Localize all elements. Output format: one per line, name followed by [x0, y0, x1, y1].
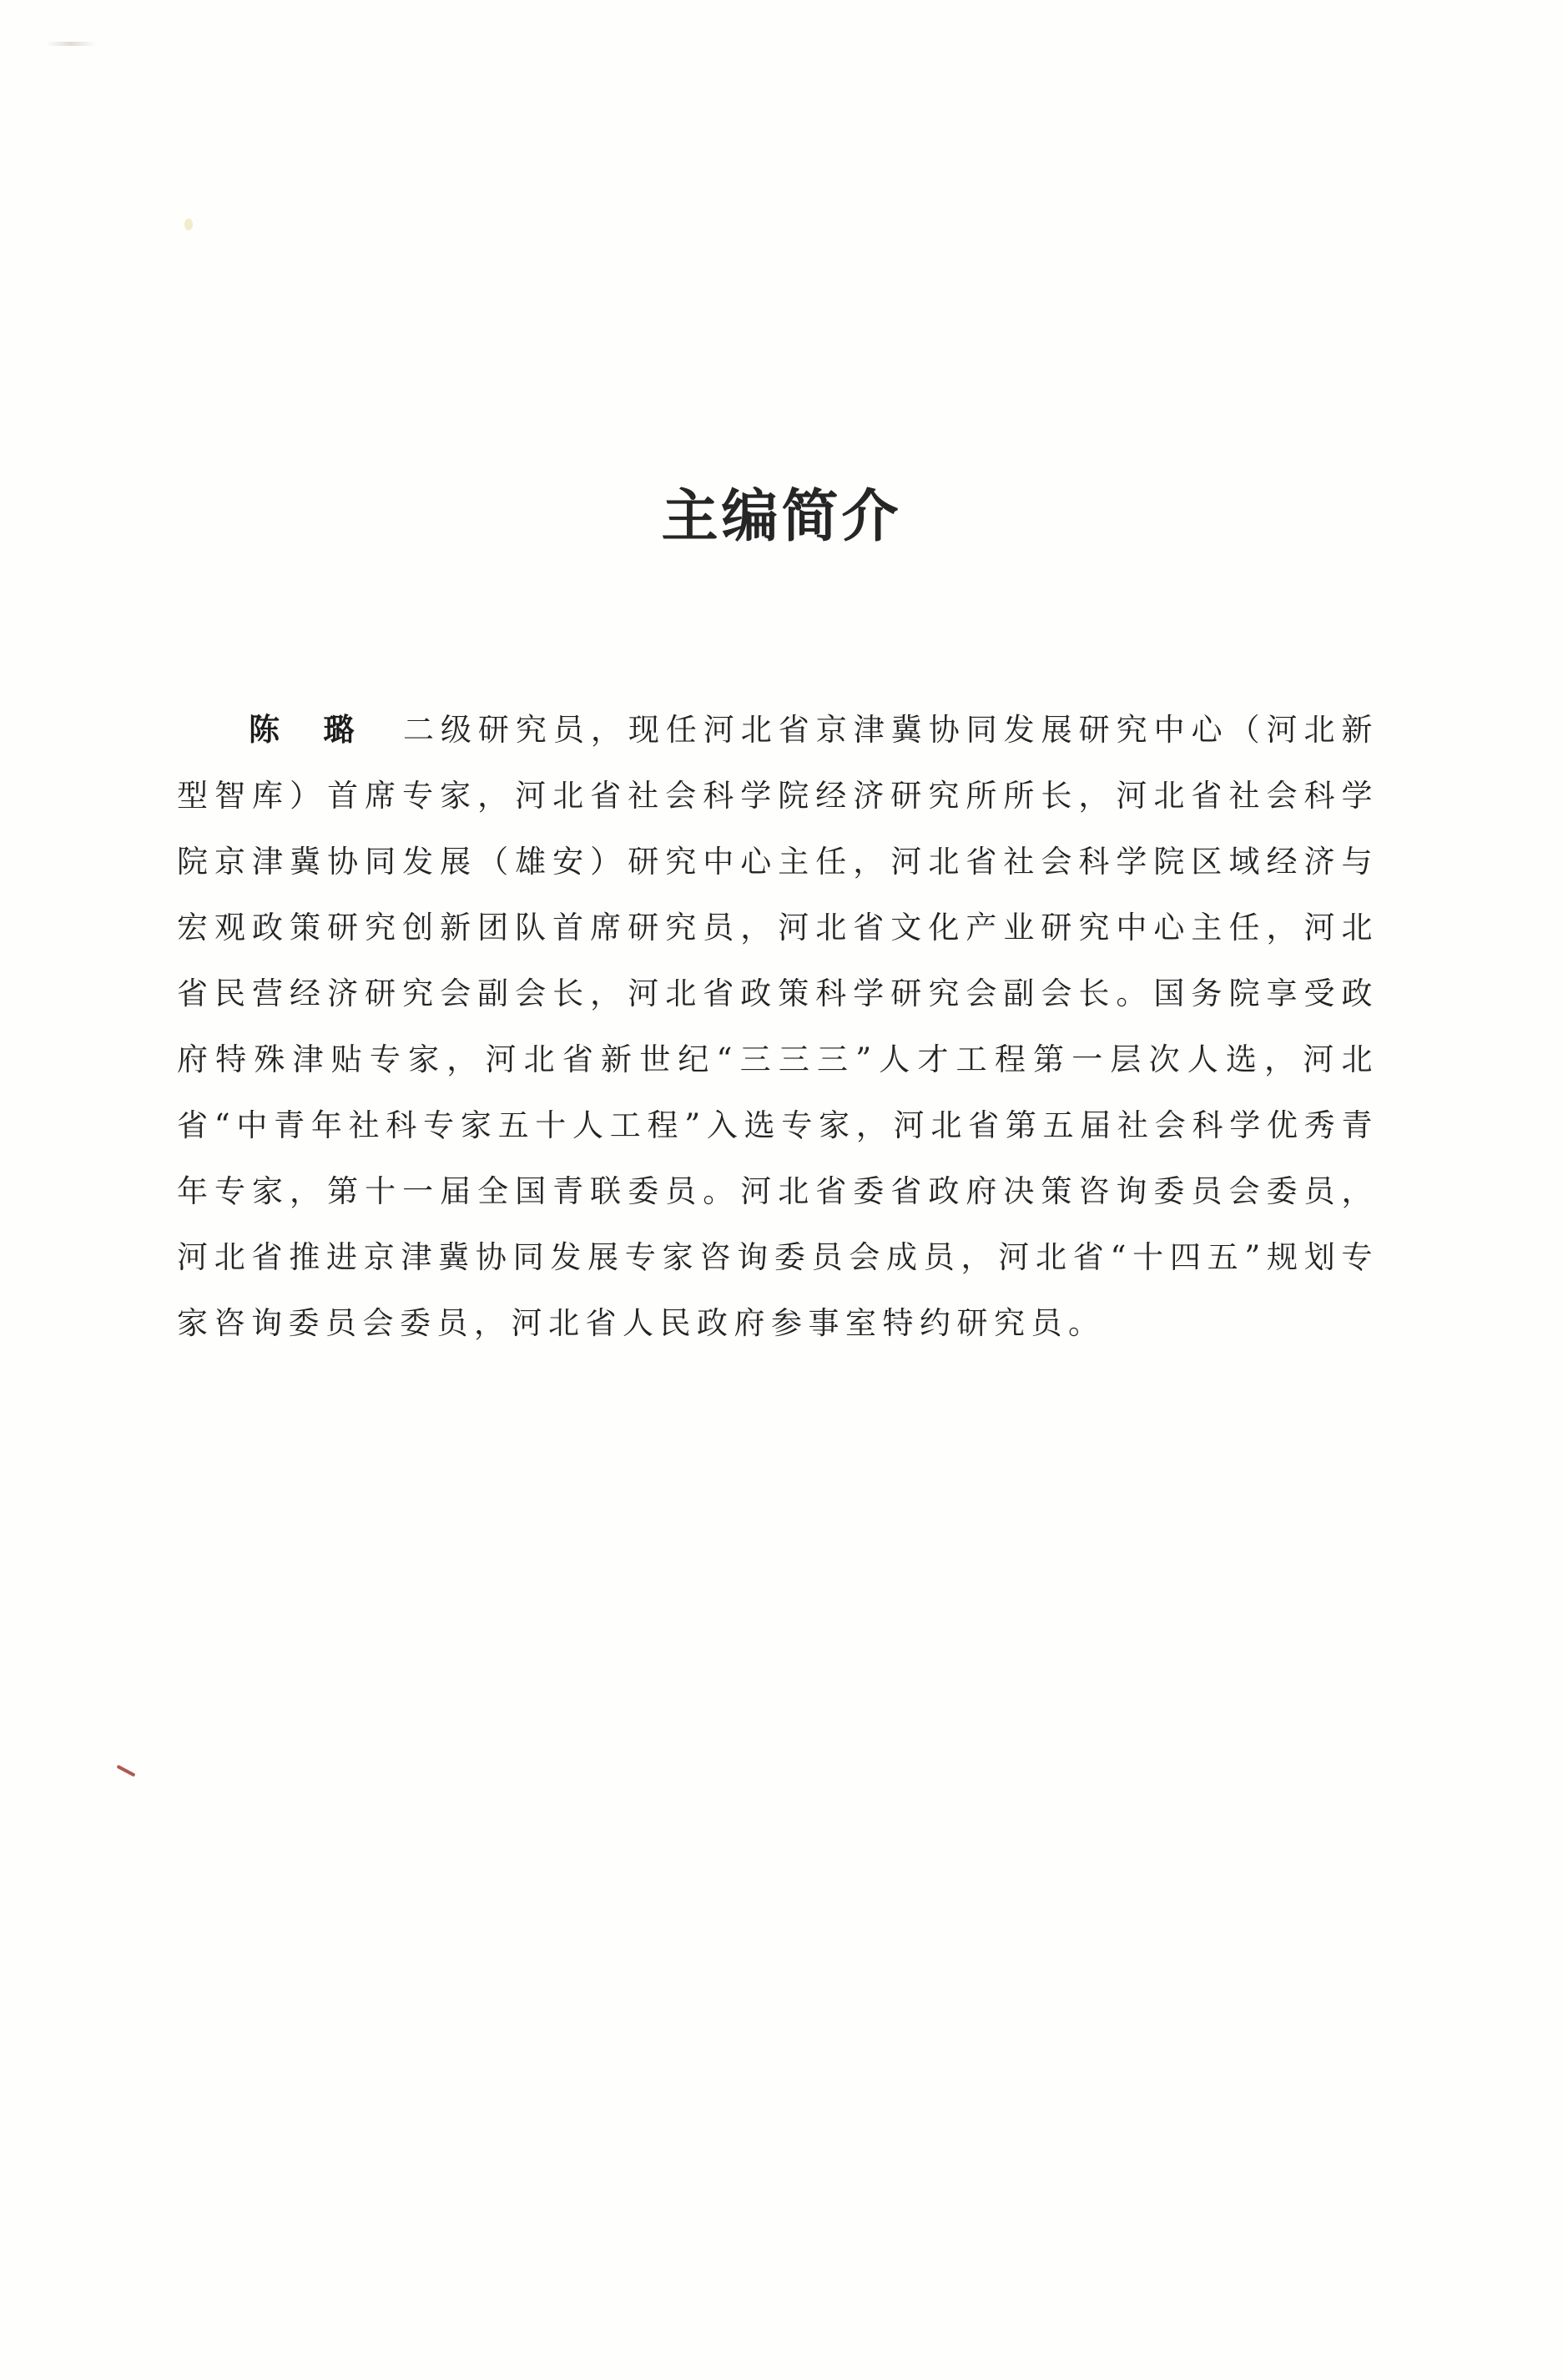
page-title: 主编简介 [661, 484, 902, 550]
editor-biography [177, 697, 1379, 1356]
scan-artifact [184, 219, 193, 230]
scan-artifact [46, 42, 96, 46]
editor-name: 陈璐 [249, 712, 398, 748]
scan-artifact [116, 1765, 135, 1777]
biography-text: 二级研究员，现任河北省京津冀协同发展研究中心（河北新型智库）首席专家，河北省社会科学院经济研究所所长，河北省社会科学院京津冀协同发展（雄安）研究中心主任，河北省社会科学院区域经济与宏观政策研究创新团队首席研究员，河北省文化产业研究中心主任，河北省民营经济研究会副会长，河北省政策科学研究会副会长。国务院享受政府特殊津贴专家，河北省新世纪“三三三”人才工程第一层次人选，河北省“中青年社科专家五十人工程”入选专家，河北省第五届社会科学优秀青年专家，第十一届全国青联委员。河北省委省政府决策咨询委员会委员，河北省推进京津冀协同发展专家咨询委员会成员，河北省“十四五”规划专家咨询委员会委员，河北省人民政府参事室特约研究员。 [177, 712, 1379, 1341]
